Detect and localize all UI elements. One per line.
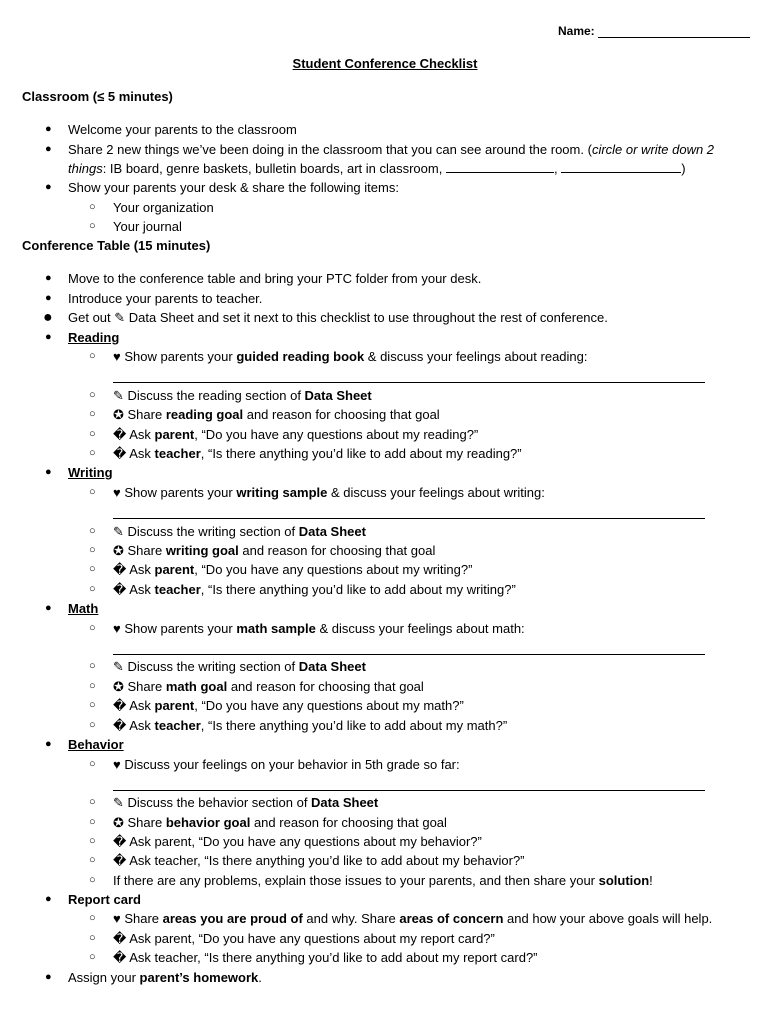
sub-bullet: ○ xyxy=(89,622,96,634)
text-bold: math goal xyxy=(165,679,228,694)
section-math-label: Math xyxy=(68,601,99,616)
math-show-sample xyxy=(113,619,525,638)
behavior-goal xyxy=(113,813,447,832)
text-bold: teacher xyxy=(154,718,201,733)
text: ✎ Discuss the writing section of xyxy=(113,524,299,539)
text: ♥ Share xyxy=(113,911,163,926)
text: and how your above goals will help. xyxy=(503,911,713,926)
sub-bullet: ○ xyxy=(89,583,96,595)
desk-sub-organization: Your organization xyxy=(113,200,214,215)
text-bold: solution xyxy=(598,873,650,888)
writing-ask-teacher xyxy=(113,580,516,599)
behavior-problems xyxy=(113,871,653,890)
text: � Ask xyxy=(113,562,155,577)
reading-ask-parent xyxy=(113,425,478,444)
behavior-datasheet xyxy=(113,793,378,812)
text: If there are any problems, explain those issues to your parents, and then share your xyxy=(113,873,599,888)
section-report-card-label: Report card xyxy=(68,892,141,907)
reading-goal xyxy=(113,405,440,424)
conference-item-move: Move to the conference table and bring your PTC folder from your desk. xyxy=(68,271,482,286)
text-bold: parent xyxy=(154,427,195,442)
text: Share 2 new things we’ve been doing in the classroom that you can see around the room. ( xyxy=(68,142,592,157)
text: ♥ Show parents your xyxy=(113,621,237,636)
text: , “Is there anything you’d like to add about my writing?” xyxy=(200,582,516,597)
sub-bullet: ○ xyxy=(89,835,96,847)
text-bold: parent xyxy=(154,562,195,577)
conference-heading: Conference Table (15 minutes) xyxy=(22,238,211,253)
behavior-ask-teacher: � Ask teacher, “Is there anything you’d like to add about my behavior?” xyxy=(113,853,525,868)
conference-item-datasheet: Get out ✎ Data Sheet and set it next to this checklist to use throughout the rest of conference. xyxy=(68,310,608,325)
behavior-write-line[interactable] xyxy=(113,790,705,791)
text-bold: teacher xyxy=(154,582,201,597)
text: Assign your xyxy=(68,970,140,985)
text: � Ask xyxy=(113,698,155,713)
math-datasheet xyxy=(113,657,366,676)
report-share xyxy=(113,909,712,928)
text: ✪ Share xyxy=(113,815,166,830)
bullet: ● xyxy=(45,272,52,284)
text: � Ask xyxy=(113,718,155,733)
report-ask-parent: � Ask parent, “Do you have any questions about my report card?” xyxy=(113,931,495,946)
sub-bullet: ○ xyxy=(89,854,96,866)
bullet: ● xyxy=(45,738,52,750)
math-ask-teacher xyxy=(113,716,507,735)
text: ✪ Share xyxy=(113,679,166,694)
desk-sub-journal: Your journal xyxy=(113,219,182,234)
conference-item-introduce: Introduce your parents to teacher. xyxy=(68,291,263,306)
text: , xyxy=(553,161,558,176)
section-writing-label: Writing xyxy=(68,465,113,480)
bullet: ● xyxy=(45,181,52,193)
bullet: ● xyxy=(45,123,52,135)
text: ! xyxy=(649,873,653,888)
name-field[interactable] xyxy=(558,24,750,38)
sub-bullet: ○ xyxy=(89,912,96,924)
text: ✎ Discuss the writing section of xyxy=(113,659,299,674)
behavior-ask-parent: � Ask parent, “Do you have any questions about my behavior?” xyxy=(113,834,482,849)
text: � Ask xyxy=(113,582,155,597)
report-ask-teacher: � Ask teacher, “Is there anything you’d like to add about my report card?” xyxy=(113,950,538,965)
sub-bullet: ○ xyxy=(89,796,96,808)
section-reading-label: Reading xyxy=(68,330,120,345)
write-blank-2[interactable] xyxy=(561,160,681,173)
writing-show-sample xyxy=(113,483,545,502)
text: � Ask xyxy=(113,427,155,442)
name-label: Name: xyxy=(558,24,595,38)
sub-bullet: ○ xyxy=(89,201,96,213)
classroom-heading: Classroom (≤ 5 minutes) xyxy=(22,89,173,104)
text: ) xyxy=(681,161,686,176)
classroom-item-desk: Show your parents your desk & share the following items: xyxy=(68,180,399,195)
text: ✪ Share xyxy=(113,407,166,422)
text-bold: parent’s homework xyxy=(139,970,259,985)
text-bold: Data Sheet xyxy=(298,524,366,539)
text-bold: areas you are proud of xyxy=(162,911,303,926)
behavior-feelings: ♥ Discuss your feelings on your behavior in 5th grade so far: xyxy=(113,757,460,772)
name-blank[interactable] xyxy=(598,25,750,38)
sub-bullet: ○ xyxy=(89,447,96,459)
sub-bullet: ○ xyxy=(89,758,96,770)
text: ✎ Discuss the reading section of xyxy=(113,388,305,403)
text-bold: areas of concern xyxy=(399,911,504,926)
bullet: ● xyxy=(45,602,52,614)
sub-bullet: ○ xyxy=(89,428,96,440)
sub-bullet: ○ xyxy=(89,389,96,401)
sub-bullet: ○ xyxy=(89,932,96,944)
sub-bullet: ○ xyxy=(89,525,96,537)
sub-bullet: ○ xyxy=(89,660,96,672)
reading-show-book xyxy=(113,347,588,366)
bullet: ● xyxy=(45,331,52,343)
text: ♥ Show parents your xyxy=(113,485,237,500)
text: , “Do you have any questions about my writing?” xyxy=(194,562,473,577)
sub-bullet: ○ xyxy=(89,874,96,886)
text-bold: guided reading book xyxy=(236,349,365,364)
bullet: ● xyxy=(45,292,52,304)
text: and why. Share xyxy=(302,911,400,926)
write-blank-1[interactable] xyxy=(446,160,554,173)
classroom-item-share xyxy=(68,140,714,159)
math-ask-parent xyxy=(113,696,464,715)
text-bold: Data Sheet xyxy=(311,795,379,810)
writing-ask-parent xyxy=(113,560,472,579)
text: , “Is there anything you’d like to add about my reading?” xyxy=(200,446,522,461)
bullet: ● xyxy=(45,971,52,983)
sub-bullet: ○ xyxy=(89,680,96,692)
reading-datasheet xyxy=(113,386,372,405)
text-bold: writing sample xyxy=(236,485,328,500)
text-bold: behavior goal xyxy=(165,815,251,830)
writing-datasheet xyxy=(113,522,366,541)
sub-bullet: ○ xyxy=(89,816,96,828)
text: ✪ Share xyxy=(113,543,166,558)
text-bold: teacher xyxy=(154,446,201,461)
text: ♥ Show parents your xyxy=(113,349,237,364)
writing-write-line[interactable] xyxy=(113,518,705,519)
reading-ask-teacher xyxy=(113,444,522,463)
sub-bullet: ○ xyxy=(89,719,96,731)
bullet: ● xyxy=(43,309,53,326)
classroom-item-share-cont xyxy=(68,159,686,178)
text-bold: writing goal xyxy=(165,543,239,558)
section-behavior-label: Behavior xyxy=(68,737,124,752)
math-goal xyxy=(113,677,424,696)
math-write-line[interactable] xyxy=(113,654,705,655)
sub-bullet: ○ xyxy=(89,220,96,232)
text: and reason for choosing that goal xyxy=(250,815,447,830)
text: and reason for choosing that goal xyxy=(238,543,436,558)
sub-bullet: ○ xyxy=(89,699,96,711)
text-bold: Data Sheet xyxy=(304,388,372,403)
text: & discuss your feelings about writing: xyxy=(327,485,545,500)
bullet: ● xyxy=(45,893,52,905)
bullet: ● xyxy=(45,466,52,478)
text: and reason for choosing that goal xyxy=(243,407,440,422)
classroom-item-welcome: Welcome your parents to the classroom xyxy=(68,122,297,137)
text: & discuss your feelings about reading: xyxy=(364,349,588,364)
text: � Ask xyxy=(113,446,155,461)
text-italic: things xyxy=(68,161,103,176)
text-bold: math sample xyxy=(236,621,316,636)
sub-bullet: ○ xyxy=(89,408,96,420)
text-bold: reading goal xyxy=(165,407,244,422)
reading-write-line[interactable] xyxy=(113,382,705,383)
text: , “Do you have any questions about my math?” xyxy=(194,698,464,713)
text: , “Is there anything you’d like to add about my math?” xyxy=(200,718,508,733)
sub-bullet: ○ xyxy=(89,486,96,498)
text: & discuss your feelings about math: xyxy=(315,621,525,636)
text-italic: circle or write down 2 xyxy=(591,142,715,157)
sub-bullet: ○ xyxy=(89,350,96,362)
text-bold: parent xyxy=(154,698,195,713)
writing-goal xyxy=(113,541,435,560)
text: : IB board, genre baskets, bulletin boards, art in classroom, xyxy=(102,161,443,176)
text: , “Do you have any questions about my reading?” xyxy=(194,427,479,442)
text: ✎ Discuss the behavior section of xyxy=(113,795,312,810)
bullet: ● xyxy=(45,143,52,155)
sub-bullet: ○ xyxy=(89,951,96,963)
sub-bullet: ○ xyxy=(89,544,96,556)
homework-item xyxy=(68,968,262,987)
text-bold: Data Sheet xyxy=(298,659,366,674)
sub-bullet: ○ xyxy=(89,563,96,575)
text: . xyxy=(258,970,262,985)
page-title: Student Conference Checklist xyxy=(292,56,478,71)
text: and reason for choosing that goal xyxy=(227,679,424,694)
